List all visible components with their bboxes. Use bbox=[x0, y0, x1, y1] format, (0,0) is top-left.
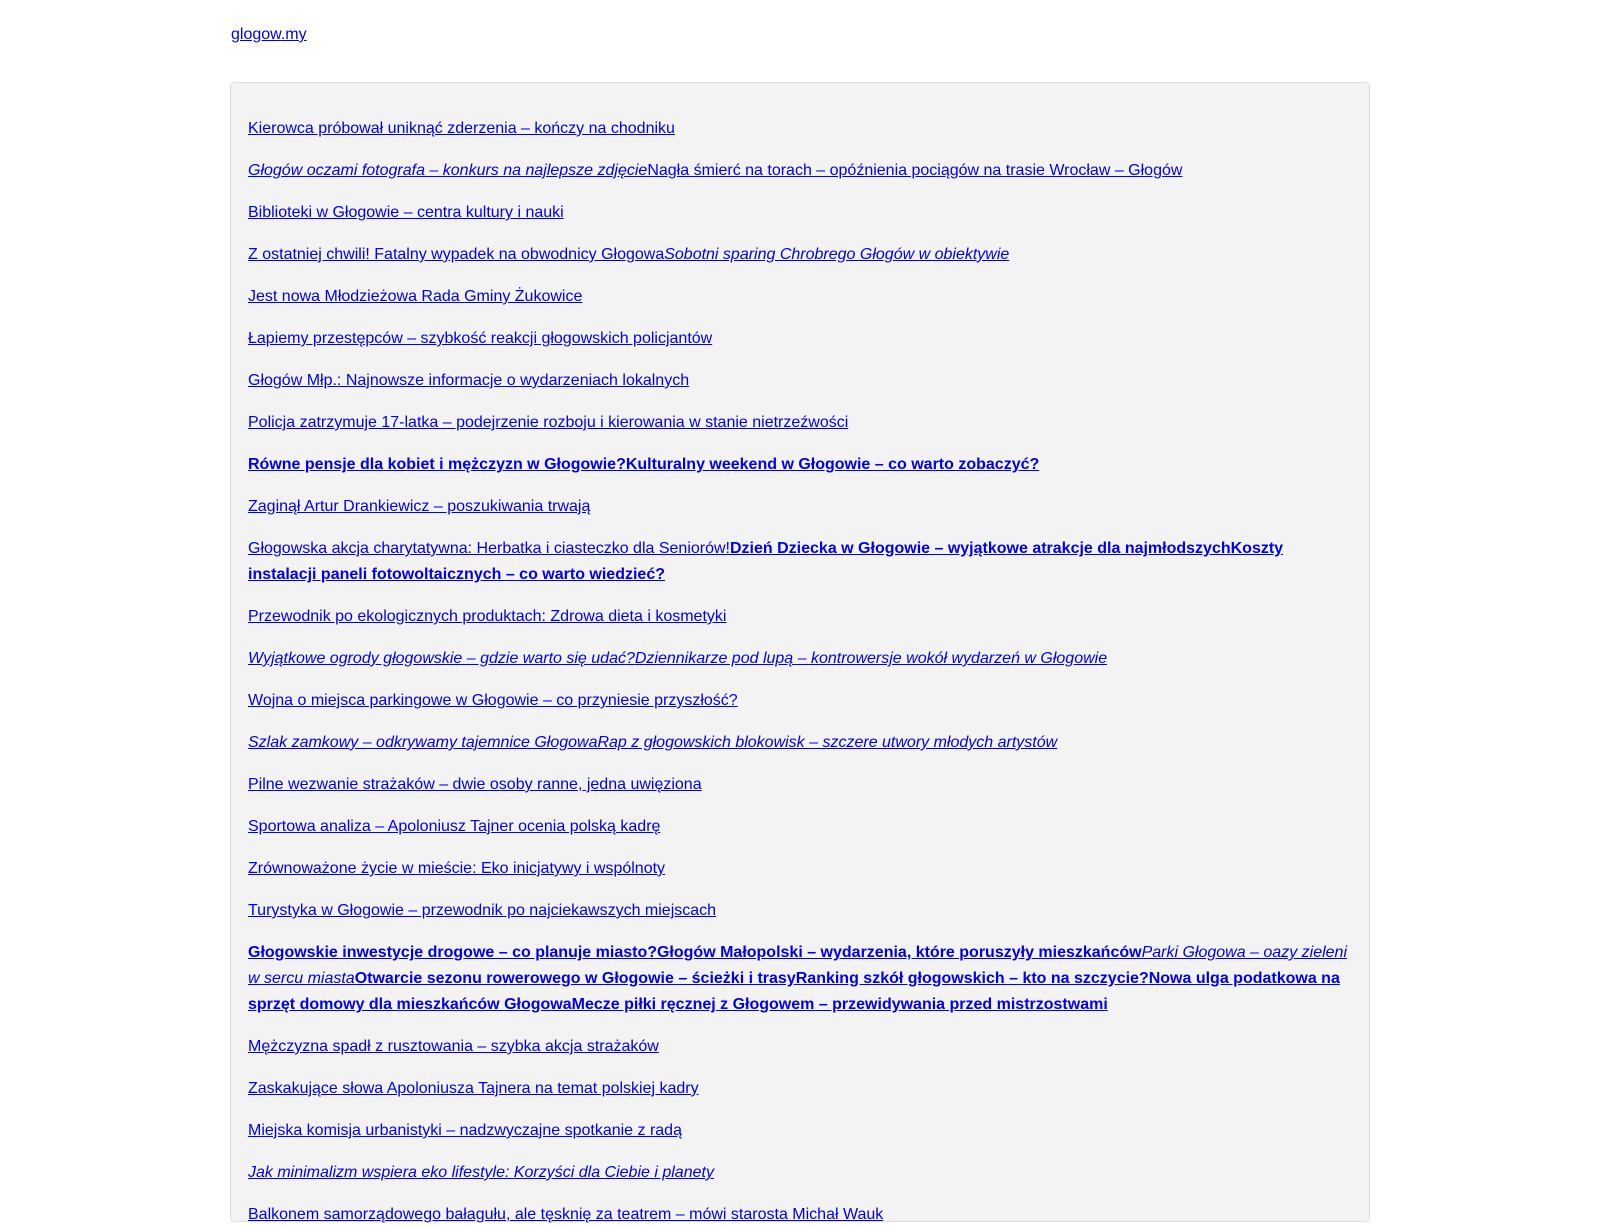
news-row bbox=[248, 1076, 1353, 1102]
news-link[interactable]: Kierowca próbował uniknąć zderzenia – kończy na chodniku bbox=[248, 120, 675, 137]
news-link[interactable]: Wyjątkowe ogrody głogowskie – gdzie warto się udać? bbox=[248, 650, 635, 667]
news-link[interactable]: Równe pensje dla kobiet i mężczyzn w Głogowie? bbox=[248, 456, 626, 473]
news-row bbox=[248, 452, 1353, 478]
news-link[interactable]: Mecze piłki ręcznej z Głogowem – przewidywania przed mistrzostwami bbox=[571, 996, 1108, 1013]
news-link[interactable]: Turystyka w Głogowie – przewodnik po najciekawszych miejscach bbox=[248, 902, 717, 919]
news-row bbox=[248, 688, 1353, 714]
news-row bbox=[248, 284, 1353, 310]
news-link[interactable]: Parki Głogowa – oazy zieleni w sercu miasta bbox=[248, 944, 1347, 987]
news-link[interactable]: Nowa ulga podatkowa na sprzęt domowy dla mieszkańców Głogowa bbox=[248, 970, 1340, 1013]
news-link[interactable]: Jest nowa Młodzieżowa Rada Gminy Żukowice bbox=[248, 288, 583, 305]
news-link[interactable]: Ranking szkół głogowskich – kto na szczycie? bbox=[795, 970, 1149, 987]
news-row bbox=[248, 646, 1353, 672]
news-row bbox=[248, 326, 1353, 352]
news-row bbox=[248, 604, 1353, 630]
news-row bbox=[248, 1160, 1353, 1186]
news-link[interactable]: Miejska komisja urbanistyki – nadzwyczajne spotkanie z radą bbox=[248, 1122, 682, 1139]
news-link[interactable]: Dziennikarze pod lupą – kontrowersje wokół wydarzeń w Głogowie bbox=[634, 650, 1108, 667]
news-link[interactable]: Otwarcie sezonu rowerowego w Głogowie – ścieżki i trasy bbox=[354, 970, 796, 987]
news-link[interactable]: Głogowska akcja charytatywna: Herbatka i ciasteczko dla Seniorów! bbox=[248, 540, 730, 557]
news-link[interactable]: Rap z głogowskich blokowisk – szczere utwory młodych artystów bbox=[597, 734, 1058, 751]
news-row bbox=[248, 242, 1353, 268]
news-link[interactable]: Zrównoważone życie w mieście: Eko inicjatywy i wspólnoty bbox=[248, 860, 666, 877]
news-link[interactable]: Policja zatrzymuje 17-latka – podejrzenie rozboju i kierowania w stanie nietrzeźwości bbox=[248, 414, 849, 431]
news-row bbox=[248, 772, 1353, 798]
news-row bbox=[248, 940, 1353, 1018]
news-link[interactable]: Kulturalny weekend w Głogowie – co warto zobaczyć? bbox=[625, 456, 1040, 473]
news-row bbox=[248, 368, 1353, 394]
news-row bbox=[248, 494, 1353, 520]
news-link[interactable]: Zaginął Artur Drankiewicz – poszukiwania trwają bbox=[248, 498, 591, 515]
news-link[interactable]: Przewodnik po ekologicznych produktach: Zdrowa dieta i kosmetyki bbox=[248, 608, 727, 625]
news-row bbox=[248, 1202, 1353, 1228]
news-link[interactable]: Szlak zamkowy – odkrywamy tajemnice Głogowa bbox=[248, 734, 598, 751]
news-link[interactable]: Głogów Młp.: Najnowsze informacje o wydarzeniach lokalnych bbox=[248, 372, 690, 389]
news-link[interactable]: Sportowa analiza – Apoloniusz Tajner ocenia polską kadrę bbox=[248, 818, 661, 835]
site-home-link[interactable]: glogow.my bbox=[231, 26, 307, 43]
news-link[interactable]: Głogów oczami fotografa – konkurs na najlepsze zdjęcie bbox=[248, 162, 648, 179]
news-link[interactable]: Zaskakujące słowa Apoloniusza Tajnera na temat polskiej kadry bbox=[248, 1080, 699, 1097]
news-link[interactable]: Dzień Dziecka w Głogowie – wyjątkowe atrakcje dla najmłodszych bbox=[730, 540, 1231, 557]
news-row bbox=[248, 116, 1353, 142]
news-link[interactable]: Z ostatniej chwili! Fatalny wypadek na obwodnicy Głogowa bbox=[248, 246, 665, 263]
news-link[interactable]: Koszty instalacji paneli fotowoltaicznych – co warto wiedzieć? bbox=[248, 540, 1284, 583]
news-link[interactable]: Balkonem samorządowego bałagułu, ale tęsknię za teatrem – mówi starosta Michał Wauk bbox=[248, 1206, 884, 1223]
news-list bbox=[248, 116, 1353, 1228]
news-row bbox=[248, 158, 1353, 184]
news-row bbox=[248, 536, 1353, 588]
news-row bbox=[248, 814, 1353, 840]
news-row bbox=[248, 200, 1353, 226]
news-row bbox=[248, 856, 1353, 882]
news-link[interactable]: Biblioteki w Głogowie – centra kultury i nauki bbox=[248, 204, 564, 221]
news-row bbox=[248, 1034, 1353, 1060]
news-link[interactable]: Głogowskie inwestycje drogowe – co planuje miasto? bbox=[248, 944, 657, 961]
news-link[interactable]: Łapiemy przestępców – szybkość reakcji głogowskich policjantów bbox=[248, 330, 713, 347]
news-row bbox=[248, 1118, 1353, 1144]
news-row bbox=[248, 898, 1353, 924]
news-row bbox=[248, 410, 1353, 436]
news-link[interactable]: Głogów Małopolski – wydarzenia, które poruszyły mieszkańców bbox=[656, 944, 1142, 961]
news-link[interactable]: Nagła śmierć na torach – opóźnienia pociągów na trasie Wrocław – Głogów bbox=[647, 162, 1183, 179]
news-link[interactable]: Pilne wezwanie strażaków – dwie osoby ranne, jedna uwięziona bbox=[248, 776, 702, 793]
news-row bbox=[248, 730, 1353, 756]
news-links-panel bbox=[230, 82, 1370, 1222]
news-link[interactable]: Wojna o miejsca parkingowe w Głogowie – co przyniesie przyszłość? bbox=[248, 692, 738, 709]
news-link[interactable]: Mężczyzna spadł z rusztowania – szybka akcja strażaków bbox=[248, 1038, 659, 1055]
news-link[interactable]: Sobotni sparing Chrobrego Głogów w obiektywie bbox=[664, 246, 1010, 263]
news-link[interactable]: Jak minimalizm wspiera eko lifestyle: Korzyści dla Ciebie i planety bbox=[248, 1164, 714, 1181]
